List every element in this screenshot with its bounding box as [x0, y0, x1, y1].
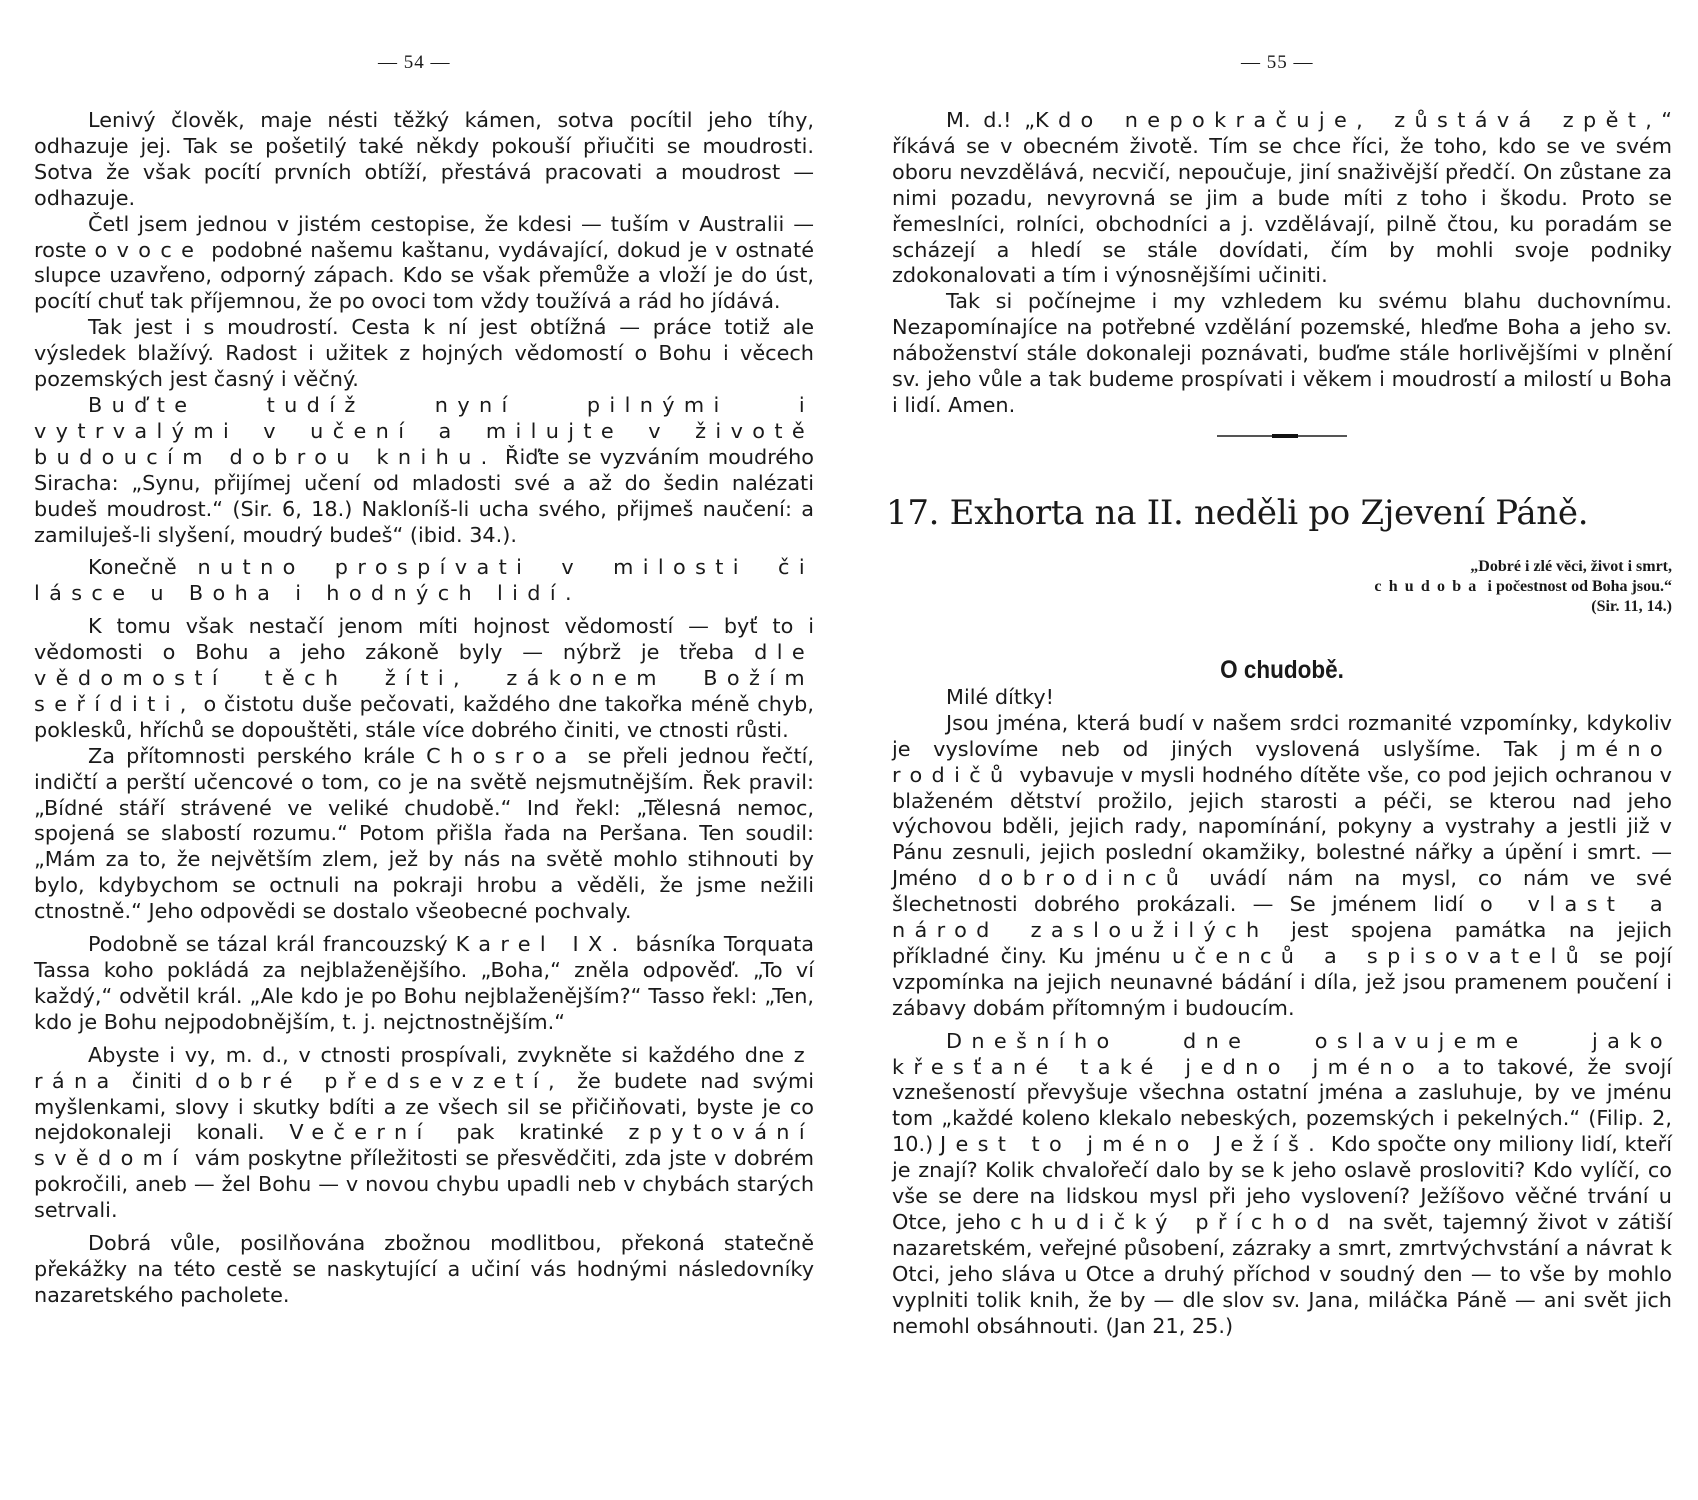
spaced-emphasis-text: dobrodinců: [978, 866, 1189, 891]
text-run: Abyste i vy, m. d., v ctnosti prospívali, zvykněte si každého dne: [88, 1042, 794, 1067]
motto-quote: [892, 557, 1672, 617]
text-run: (Sir. 11, 14.): [1591, 597, 1672, 615]
motto-line: [892, 557, 1672, 577]
text-run: uvádí nám na mysl, co nám ve své šlechetnosti dobrého prokázali. — Se jménem lidí: [892, 866, 1672, 917]
spaced-emphasis-text: Chosroa: [426, 743, 577, 768]
text-run: Tak jest i s moudrostí. Cesta k ní jest obtížná — práce totiž ale výsledek blažívý. Radost i užitek z hojných vědomostí o Bohu i věcech pozemských jest časný i věčný.: [34, 315, 814, 392]
text-run: se pojí vzpomínka na jejich neunavné bádání i díla, jež jsou pramenem poučení i zábavy dobám přítomným i budoucím.: [892, 943, 1672, 1020]
text-run: Dobrá vůle, posilňována zbožnou modlitbou, překoná statečně překážky na této cestě se naskytující a učiní vás hodnými následovníky nazaretského pacholete.: [34, 1231, 814, 1307]
spaced-emphasis-text: Kdo nepokračuje, zůstává zpět,: [1035, 108, 1662, 132]
paragraph: [34, 315, 814, 393]
motto-line: [892, 577, 1672, 597]
spaced-emphasis-text: jméno rodičů: [892, 736, 1672, 787]
text-run: se přeli jednou řečtí, indičtí a perští učencové o tom, co je na světě nejsmutnějším. Řek pravil: „Bídné stáří strávené ve veliké chudobě.“ Ind řekl: „Tělesná nemoc, spojená se slabostí rozumu.“ Potom přišla řada na Peršana. Ten soudil: „Mám za to, že největším zlem, jež by nás na světě mohlo stihnouti by bylo, kdybychom se octnuli na pokraji hrobu a věděli, že jsme nežili ctnostně.“ Jeho odpovědi se dostalo všeobecné pochvaly.: [34, 743, 814, 924]
text-run: na svět, tajemný život v zátiší nazaretském, veřejné působení, zázraky a smrt, zmrtvýchvstání a návrat k Otci, jeho sláva u Otce a druhý příchod v soudný den — to vše by mohlo vyplniti tolik knih, že by — dle slov sv. Jana, miláčka Páně — ani svět jich nemohl obsáhnouti. (Jan 21, 25.): [892, 1210, 1672, 1338]
text-run: že budete nad svými myšlenkami, slovy i skutky bdíti a ze všech sil se přičiňovati, byste je co nejdokonaleji konali.: [34, 1068, 814, 1145]
spaced-emphasis-text: Buďte tudíž nyní pilnými i vytrvalými v učení a milujte v životě budoucím dobrou knihu.: [34, 392, 814, 469]
text-run: o čistotu duše pečovati, každého dne takořka méně chyb, poklesků, hříchů se dopouštěti, stále více dobrého činiti, ve ctnosti růsti.: [34, 691, 814, 742]
spaced-emphasis-text: Večerní: [289, 1120, 432, 1145]
right-page-body: [886, 108, 1673, 1340]
text-run: Kdo spočte ony miliony lidí, kteří je znají? Kolik chvalořečí dalo by se k jeho oslavě prosloviti? Kdo vylíčí, co vše se dere na lidskou mysl při jeho vyslovení? Ježíšovo věčné trvání u Otce, jeho: [892, 1132, 1672, 1234]
spaced-emphasis-text: dobré předsevzetí,: [194, 1068, 565, 1093]
text-run: Tak si počínejme i my vzhledem ku svému blahu duchovnímu. Nezapomínajíce na potřebné vzdělání pozemské, hleďme Boha a jeho sv. náboženství stále dokonaleji poznávati, buďme stále horlivějšími v plnění sv. jeho vůle a tak budeme prospívati i věkem i moudrostí a milostí u Boha i lidí. Amen.: [892, 289, 1672, 417]
motto-citation: [892, 597, 1672, 617]
paragraph: [34, 108, 814, 212]
text-run: i počestnost od Boha jsou.“: [1483, 577, 1672, 595]
left-page-body: [34, 108, 814, 1309]
spaced-emphasis-text: ovoce: [94, 237, 204, 262]
sermon-title: O chudobě.: [1220, 655, 1344, 684]
spaced-emphasis-text: o vlast a národ zasloužilých: [892, 892, 1672, 943]
paragraph: [34, 932, 814, 1036]
text-run: Podobně se tázal král francouzský: [88, 932, 456, 957]
spaced-emphasis-text: dle vědomostí těch žíti, zákonem Božím seříditi,: [34, 640, 814, 716]
spaced-emphasis-text: Dnešního dne oslavujeme jako křesťané také jedno jméno: [892, 1028, 1672, 1079]
page-number-54: — 54 —: [378, 52, 451, 73]
text-run: básníka Torquata Tassa koho pokládá za nejblaženějšího. „Boha,“ zněla odpověď. „To ví každý,“ odvětil král. „Ale kdo je po Bohu nejblaženějším?“ Tasso řekl: „Ten, kdo je Bohu nejpodobnějším, t. j. nejctnostnějším.“: [34, 932, 814, 1034]
text-run: Lenivý člověk, maje nésti těžký kámen, sotva pocítil jeho tíhy, odhazuje jej. Tak se pošetilý také někdy pokouší přiučiti se moudrosti. Sotva že však pocítí prvních obtíží, přestává pracovati a moudrost — odhazuje.: [34, 108, 814, 210]
section-divider: [1217, 435, 1347, 437]
text-run: vybavuje v mysli hodného dítěte vše, co pod jejich ochranou v blaženém dětství prožilo, jejich starosti a péči, se kterou nad jeho výchovou bděli, jejich rady, napomínání, pokyny a vystrahy a jestli již v Pánu zesnuli, jejich poslední okamžiky, bolestné nářky a úpění i smrt. — Jméno: [892, 762, 1672, 891]
spaced-emphasis-text: Karel IX.: [455, 932, 628, 957]
spaced-emphasis-text: Jest to jméno Ježíš.: [939, 1132, 1325, 1157]
text-run: Za přítomnosti perského krále: [88, 743, 427, 768]
spaced-emphasis-text: nutno prospívati v milosti či lásce u Boha i hodných lidí.: [34, 555, 814, 606]
paragraph: [892, 711, 1672, 1022]
paragraph: [34, 393, 814, 548]
paragraph: [34, 744, 814, 925]
text-run: vám poskytne příležitosti se přesvědčiti, zda jste v dobrém pokročili, aneb — žel Bohu — v novou chybu upadli neb v chybách starých setrvali.: [34, 1146, 814, 1223]
text-run: Jsou jména, která budí v našem srdci rozmanité vzpomínky, kdykoliv je vyslovíme neb od jiných vyslovená uslyšíme. Tak: [892, 710, 1672, 761]
text-run: K tomu však nestačí jenom míti hojnost vědomostí — byť to i vědomosti o Bohu a jeho zákoně byly — nýbrž je třeba: [34, 614, 814, 665]
paragraph: [34, 555, 814, 607]
paragraph: [892, 1029, 1672, 1340]
text-run: činiti: [118, 1068, 195, 1093]
spaced-emphasis-text: z rána: [34, 1042, 814, 1093]
paragraph: [34, 1043, 814, 1224]
text-run: M. d.! „: [946, 108, 1035, 132]
text-run: “ říkává se v obecném životě. Tím se chce říci, že toho, kdo se ve svém oboru nevzdělává, necvičí, nepoučuje, jiní snaživější předčí. On zůstane za nimi pozadu, nevyrovná se jim a bude míti z toho i škodu. Proto se řemeslníci, rolníci, obchodníci a j. vzdělávají, pilně čtou, ku poradám se scházejí a hledí se stále dovídati, čím by mohli svoje podniky zdokonalovati a tím i výnosnějšími učiniti.: [892, 108, 1673, 288]
paragraph: [892, 289, 1672, 419]
text-run: pak kratinké: [431, 1120, 629, 1145]
text-run: podobné našemu kaštanu, vydávající, dokud je v ostnaté slupce uzavřeno, odporný zápach. Kdo se však přemůže a vloží je do úst, pocítí chuť tak příjemnou, že po ovoci tom vždy toužívá a rád ho jídává.: [34, 237, 814, 314]
page-number-55: — 55 —: [1241, 52, 1314, 73]
text-run: Konečně: [88, 555, 198, 580]
paragraph: [34, 1231, 814, 1309]
text-run: Četl jsem jednou v jistém cestopise, že kdesi — tuším v Australii — roste: [34, 211, 814, 262]
right-page: [849, 0, 1698, 1500]
spaced-emphasis-text: učenců a spisovatelů: [1171, 943, 1589, 968]
text-run: „Dobré i zlé věci, život i smrt,: [1470, 557, 1672, 575]
paragraph: [892, 108, 1672, 289]
text-run: Řiďte se vyzváním moudrého Siracha: „Synu, přijímej učení od mladosti své a až do šedin nalézati budeš moudrost.“ (Sir. 6, 18.) Nakloníš-li ucha svého, přijmeš naučení: a zamiluješ-li slyšení, moudrý budeš“ (ibid. 34.).: [34, 444, 814, 547]
paragraph: [34, 614, 814, 744]
paragraph: [34, 212, 814, 316]
spaced-emphasis-text: chudičký příchod: [1010, 1210, 1339, 1234]
text-run: a to takové, že svojí vznešeností převyšuje všechna ostatní jména a zasluhuje, by ve jménu tom „každé koleno klekalo nebeských, pozemských i pekelných.“ (Filip. 2, 10.): [892, 1054, 1672, 1157]
text-run: jest spojena památka na jejich příkladné činy. Ku jménu: [892, 918, 1672, 968]
salutation: Milé dítky!: [946, 684, 1054, 709]
chapter-title: 17. Exhorta na II. neděli po Zjevení Páně.: [886, 492, 1589, 533]
spaced-emphasis-text: zpytování svědomí: [34, 1120, 814, 1171]
spaced-emphasis-text: chudoba: [1374, 577, 1484, 595]
